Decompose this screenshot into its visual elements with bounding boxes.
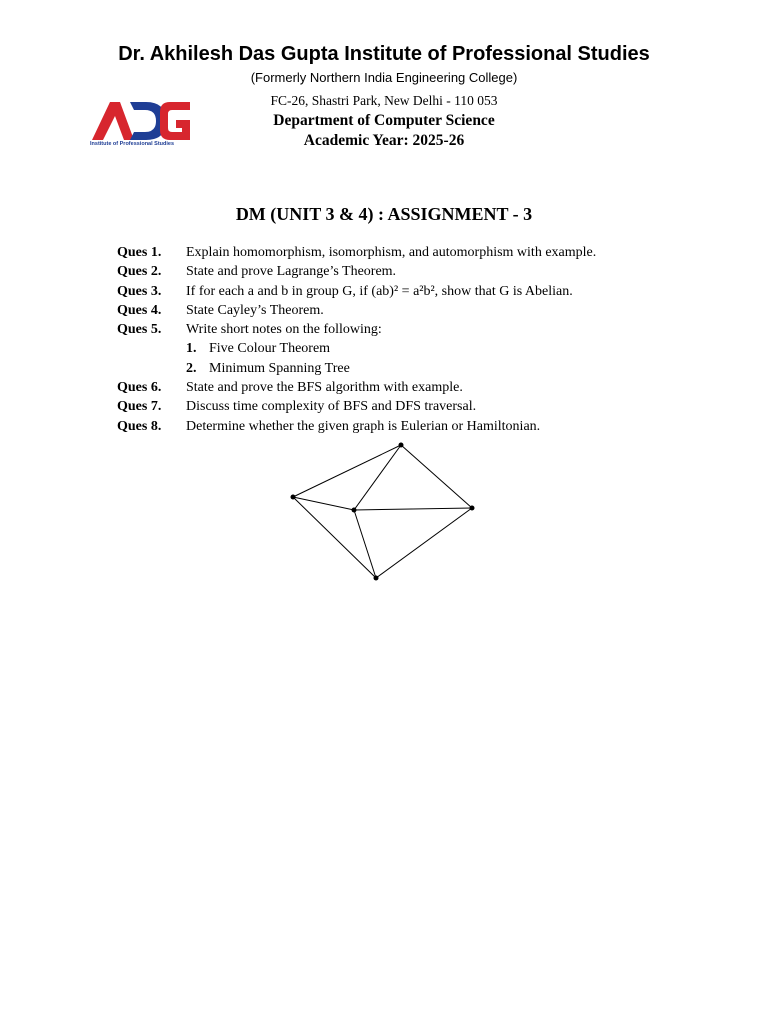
question-text: Determine whether the given graph is Eulerian or Hamiltonian. — [186, 418, 541, 434]
graph-edge — [293, 497, 376, 578]
question-8 — [117, 417, 677, 436]
institute-address: FC-26, Shastri Park, New Delhi - 110 053 — [270, 93, 498, 108]
sub-item-number: 2. — [186, 360, 197, 376]
graph-edge — [293, 497, 354, 510]
graph-edge — [354, 508, 472, 510]
department-name: Department of Computer Science — [273, 112, 495, 129]
graph-vertex — [352, 508, 357, 513]
sub-item-2 — [117, 359, 677, 378]
question-3 — [117, 282, 677, 301]
question-label: Ques 6. — [117, 380, 162, 396]
question-label: Ques 3. — [117, 283, 162, 299]
question-label: Ques 5. — [117, 322, 162, 338]
former-name: (Formerly Northern India Engineering College) — [250, 70, 518, 85]
graph-edge — [293, 445, 401, 497]
question-text: State and prove the BFS algorithm with example. — [186, 380, 463, 396]
question-text: State and prove Lagrange’s Theorem. — [186, 264, 397, 280]
sub-item-number: 1. — [186, 341, 197, 357]
graph-vertex — [374, 576, 379, 581]
graph-vertex — [399, 443, 404, 448]
assignment-title: DM (UNIT 3 & 4) : ASSIGNMENT - 3 — [235, 204, 533, 224]
academic-year: Academic Year: 2025-26 — [303, 132, 465, 149]
sub-item-1 — [117, 339, 677, 358]
graph-edge — [354, 445, 401, 510]
question-list — [117, 243, 677, 436]
logo-subtext: Institute of Professional Studies — [90, 141, 175, 147]
graph-vertex — [291, 495, 296, 500]
question-graph — [282, 437, 482, 587]
question-1 — [117, 243, 677, 262]
question-5 — [117, 320, 677, 339]
question-text: Write short notes on the following: — [186, 322, 382, 338]
question-text: Explain homomorphism, isomorphism, and automorphism with example. — [186, 245, 597, 260]
sub-item-text: Five Colour Theorem — [209, 341, 331, 357]
question-label: Ques 2. — [117, 264, 162, 280]
graph-edge — [401, 445, 472, 508]
question-label: Ques 4. — [117, 302, 162, 318]
question-text: Discuss time complexity of BFS and DFS traversal. — [186, 399, 477, 415]
sub-item-text: Minimum Spanning Tree — [209, 360, 350, 376]
question-label: Ques 7. — [117, 399, 162, 415]
question-label: Ques 8. — [117, 418, 162, 434]
graph-vertex — [470, 506, 475, 511]
question-label: Ques 1. — [117, 245, 162, 260]
question-6 — [117, 378, 677, 397]
question-7 — [117, 397, 677, 416]
question-text: If for each a and b in group G, if (ab)² = a²b², show that G is Abelian. — [186, 283, 573, 299]
question-text: State Cayley’s Theorem. — [186, 302, 324, 318]
question-2 — [117, 262, 677, 281]
institute-name: Dr. Akhilesh Das Gupta Institute of Professional Studies — [118, 43, 650, 65]
question-4 — [117, 301, 677, 320]
graph-edge — [376, 508, 472, 578]
